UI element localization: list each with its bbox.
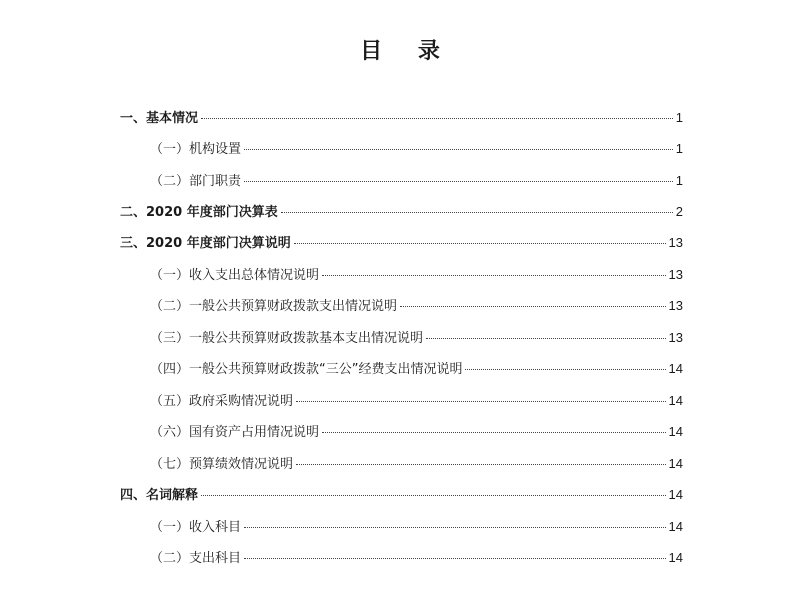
dot-leader: [281, 212, 673, 213]
toc-entry[interactable]: [120, 487, 683, 504]
toc-entry[interactable]: [150, 456, 683, 473]
toc-entry-text: （七）预算绩效情况说明: [150, 457, 294, 472]
toc-entry[interactable]: [150, 361, 683, 378]
dot-leader: [400, 306, 666, 307]
toc-entry-text: （二）支出科目: [150, 551, 242, 566]
dot-leader: [296, 401, 666, 402]
toc-entry-text: 三、2020 年度部门决算说明: [120, 236, 291, 251]
toc-entry-page: 14: [668, 361, 683, 376]
toc-entry-page: 14: [668, 393, 683, 408]
dot-leader: [322, 275, 666, 276]
toc-entry[interactable]: [120, 110, 683, 127]
toc-entry[interactable]: [150, 298, 683, 315]
toc-entry-text: （一）机构设置: [150, 142, 242, 157]
toc-entry[interactable]: [150, 173, 683, 190]
toc-entry[interactable]: [150, 141, 683, 158]
toc-entry-page: 13: [668, 330, 683, 345]
toc-entry-page: 14: [668, 456, 683, 471]
dot-leader: [244, 149, 673, 150]
toc-entry-page: 1: [675, 141, 683, 156]
toc-entry-page: 1: [675, 173, 683, 188]
toc-entry-page: 13: [668, 267, 683, 282]
toc-entry[interactable]: [120, 235, 683, 252]
toc-entry-text: （四）一般公共预算财政拨款“三公”经费支出情况说明: [150, 362, 463, 377]
page-title: 目 录: [360, 38, 454, 64]
toc-entry-text: 四、名词解释: [120, 488, 199, 503]
dot-leader: [294, 243, 666, 244]
toc-entry-text: （二）一般公共预算财政拨款支出情况说明: [150, 299, 398, 314]
toc-entry-text: （一）收入科目: [150, 520, 242, 535]
dot-leader: [244, 181, 673, 182]
toc-entry[interactable]: [120, 204, 683, 221]
toc-entry-text: （一）收入支出总体情况说明: [150, 268, 320, 283]
dot-leader: [426, 338, 666, 339]
toc-entry-text: （三）一般公共预算财政拨款基本支出情况说明: [150, 331, 424, 346]
toc-entry-page: 1: [675, 110, 683, 125]
toc-entry[interactable]: [150, 424, 683, 441]
toc-entry-text: （五）政府采购情况说明: [150, 394, 294, 409]
toc-entry-page: 14: [668, 487, 683, 502]
dot-leader: [244, 558, 666, 559]
toc-entry-text: 一、基本情况: [120, 111, 199, 126]
toc-entry[interactable]: [150, 330, 683, 347]
toc-entry[interactable]: [150, 393, 683, 410]
toc-entry-page: 14: [668, 550, 683, 565]
dot-leader: [244, 527, 666, 528]
toc-entry-page: 13: [668, 298, 683, 313]
toc-entry[interactable]: [150, 267, 683, 284]
dot-leader: [465, 369, 665, 370]
toc-entry[interactable]: [150, 550, 683, 567]
dot-leader: [322, 432, 666, 433]
toc-entry-text: （二）部门职责: [150, 174, 242, 189]
toc-entry-page: 14: [668, 519, 683, 534]
toc-entry-text: （六）国有资产占用情况说明: [150, 425, 320, 440]
toc-entry[interactable]: [150, 519, 683, 536]
toc-entry-page: 14: [668, 424, 683, 439]
toc-entry-text: 二、2020 年度部门决算表: [120, 205, 278, 220]
dot-leader: [201, 118, 673, 119]
toc-entry-page: 13: [668, 235, 683, 250]
dot-leader: [201, 495, 666, 496]
toc-entry-page: 2: [675, 204, 683, 219]
dot-leader: [296, 464, 666, 465]
